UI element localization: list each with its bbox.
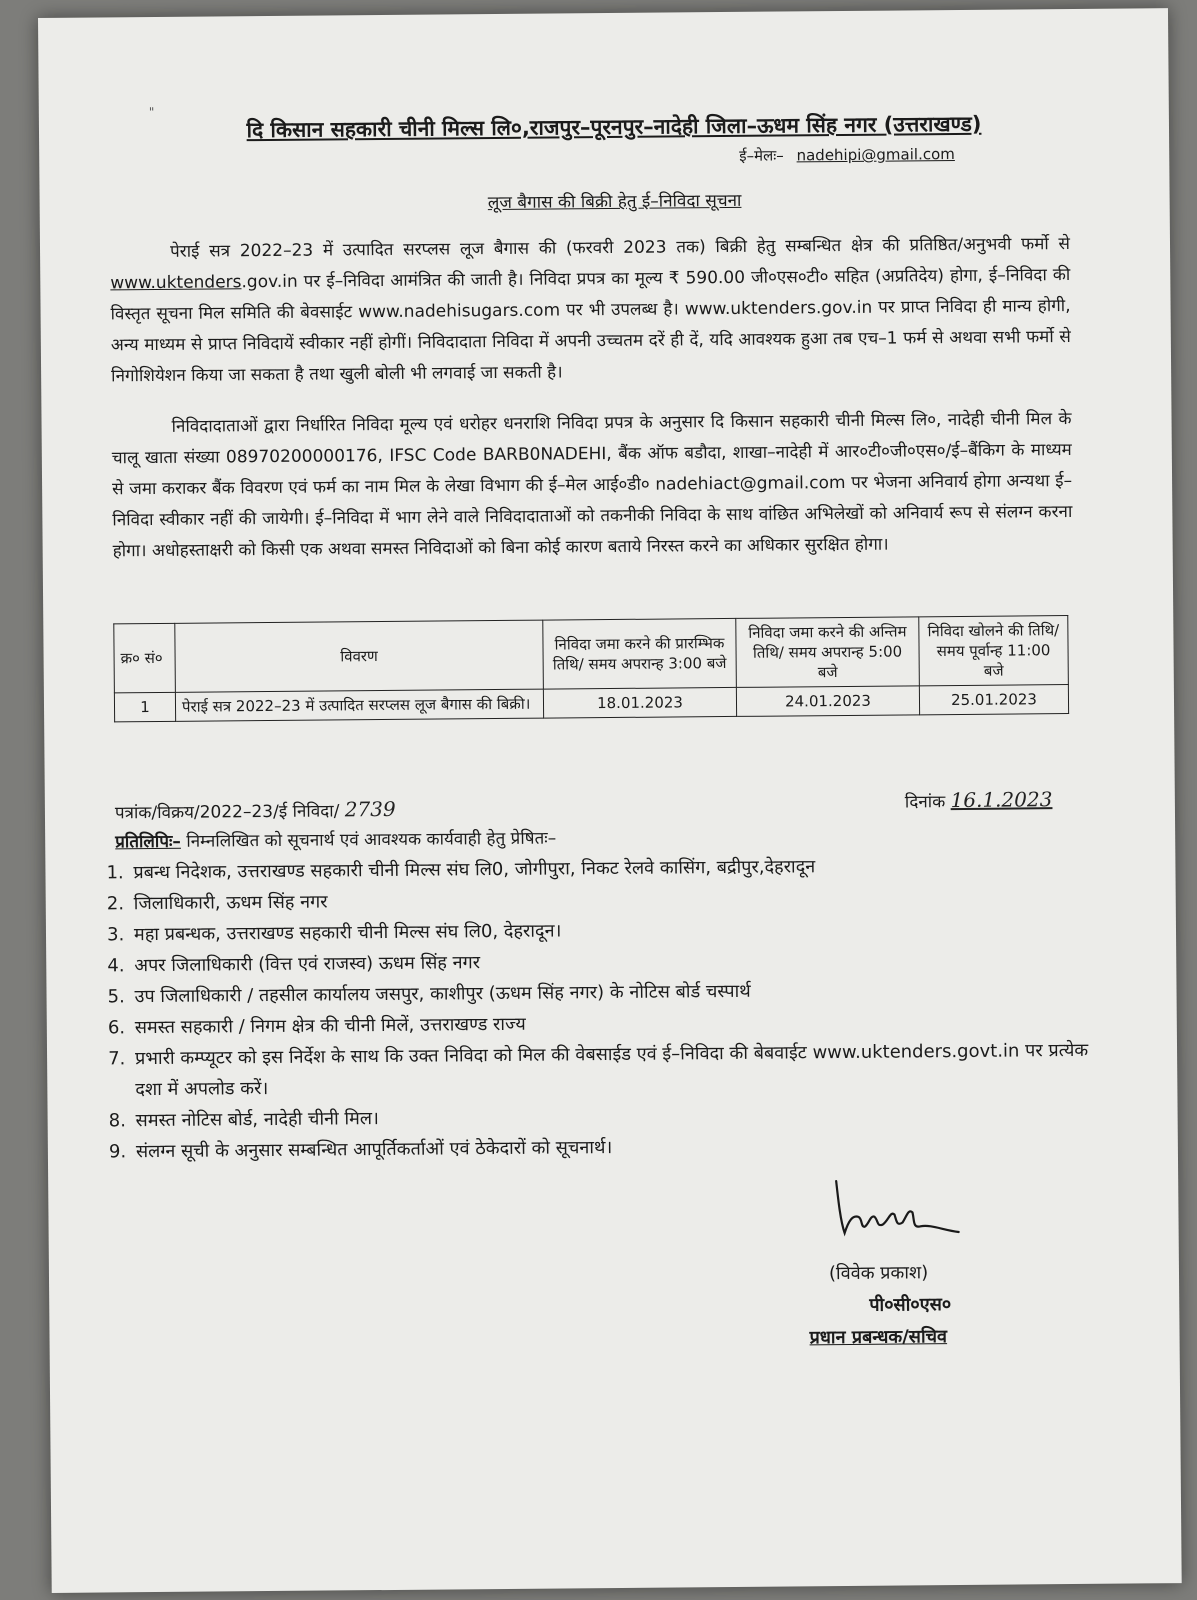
list-item: 6. समस्त सहकारी / निगम क्षेत्र की चीनी मिलें, उत्तराखण्ड राज्य	[131, 1004, 1091, 1043]
cell-open-date: 25.01.2023	[919, 685, 1068, 715]
signature	[808, 1170, 969, 1251]
list-item: 3. महा प्रबन्धक, उत्तराखण्ड सहकारी चीनी मिल्स संघ लि0, देहरादून।	[130, 911, 1090, 950]
header-description: विवरण	[175, 620, 544, 692]
paragraph-2: निविदादाताओं द्वारा निर्धारित निविदा मूल्य एवं धरोहर धनराशि निविदा प्रपत्र के अनुसार दि किसान सहकारी चीनी मिल्स लि०, नादेही चीनी मिल के चालू खाता संख्या 08970200000176, IFSC Code BARB0NADEHI, बैंक ऑफ बडौदा, शाखा–नादेही में आर०टी०जी०एस०/ई–बैंकिग के माध्यम से जमा कराकर बैंक विवरण एवं फर्म का नाम मिल के लेखा विभाग की ई–मेल आई०डी० nadehiact@gmail.com पर भेजना अनिवार्य होगा अन्यथा ई–निविदा स्वीकार नहीं की जायेगी। ई–निविदा में भाग लेने वाले निविदादाताओं को तकनीकी निविदा के साथ वांछित अभिलेखों को अनिवार्य रूप से संलग्न करना होगा। अधोहस्ताक्षरी को किसी एक अथवा समस्त निविदाओं को बिना कोई कारण बताये निरस्त करने का अधिकार सुरक्षित होगा।	[111, 408, 1073, 562]
list-item: 7. प्रभारी कम्प्यूटर को इस निर्देश के साथ कि उक्त निविदा को मिल की वेबसाईड एवं ई–निविदा की बेबवाईट www.uktenders.govt.in पर प्रत्येक दशा में अपलोड करें।	[131, 1035, 1092, 1105]
copy-to-text: निम्नलिखित को सूचनार्थ एवं आवश्यक कार्यवाही हेतु प्रेषितः–	[186, 828, 557, 852]
recipient-list	[101, 849, 1092, 1168]
signatory-designation: प्रधान प्रबन्धक/सचिव	[809, 1326, 948, 1349]
list-item: 1. प्रबन्ध निदेशक, उत्तराखण्ड सहकारी चीनी मिल्स संघ लि0, जोगीपुरा, निकट रेलवे कासिंग, बद्रीपुर,देहरादून	[129, 849, 1089, 888]
paragraph-1-start: पेराई सत्र 2022–23 में उत्पादित सरप्लस लूज बैगास की (फरवरी 2023 तक) बिक्री हेतु सम्बन्धित क्षेत्र की प्रतिष्ठित/अनुभवी फर्मो से	[169, 234, 1071, 262]
reference-number	[115, 797, 396, 823]
stray-mark: "	[148, 104, 155, 120]
list-item: 8. समस्त नोटिस बोर्ड, नादेही चीनी मिल।	[131, 1097, 1091, 1136]
list-item: 2. जिलाधिकारी, ऊधम सिंह नगर	[130, 880, 1090, 919]
header-sno: क्र० सं०	[114, 623, 176, 693]
email-label: ई–मेलः–	[739, 146, 784, 165]
paragraph-1	[110, 229, 1071, 392]
reference-label: पत्रांक/विक्रय/2022–23/ई निविदा/	[114, 801, 340, 824]
email-row	[739, 144, 955, 166]
date-label: दिनांक	[904, 792, 946, 813]
cell-sno: 1	[114, 692, 175, 722]
copy-to-line	[115, 826, 556, 853]
cell-end-date: 24.01.2023	[736, 686, 919, 717]
uktenders-link: www.uktenders	[110, 272, 242, 294]
notice-subject: लूज बैगास की बिक्री हेतु ई–निविदा सूचना	[487, 190, 742, 214]
reference-handwritten-number: 2739	[344, 796, 396, 822]
header-open-date: निविदा खोलने की तिथि/समय पूर्वान्ह 11:00 बजे	[919, 616, 1069, 686]
org-header: दि किसान सहकारी चीनी मिल्स लि०,राजपुर–पूरनपुर–नादेही जिला–ऊधम सिंह नगर (उत्तराखण्ड)	[246, 111, 982, 143]
email-address: nadehipi@gmail.com	[796, 145, 955, 165]
header-start-date: निविदा जमा करने की प्रारम्भिक तिथि/ समय अपरान्ह 3:00 बजे	[543, 618, 737, 689]
header-end-date: निविदा जमा करने की अन्तिम तिथि/ समय अपरान्ह 5:00 बजे	[736, 617, 920, 688]
paragraph-1-rest: .gov.in पर ई–निविदा आमंत्रित की जाती है। निविदा प्रपत्र का मूल्य ₹ 590.00 जी०एस०टी० सहित (अप्रतिदेय) होगा, ई–निविदा की विस्तृत सूचना मिल समिति की बेवसाईट www.nadehisugars.com पर भी उपलब्ध है। www.uktenders.gov.in पर प्राप्त निविदा ही मान्य होगी, अन्य माध्यम से प्राप्त निविदायें स्वीकार नहीं होगीं। निविदादाता निविदा में अपनी उच्चतम दरें ही दें, यदि आवश्यक हुआ तब एच–1 फर्म से अथवा सभी फर्मो से निगोशियेशन किया जा सकता है तथा खुली बोली भी लगवाई जा सकती है।	[110, 265, 1071, 387]
signatory-service: पी०सी०एस०	[869, 1294, 952, 1316]
handwritten-date: 16.1.2023	[950, 787, 1053, 813]
tender-table	[113, 615, 1069, 722]
cell-description: पेराई सत्र 2022–23 में उत्पादित सरप्लस लूज बैगास की बिक्री।	[175, 689, 543, 721]
signatory-name: (विवेक प्रकाश)	[828, 1262, 929, 1285]
copy-to-label: प्रतिलिपिः–	[115, 831, 181, 853]
list-item: 4. अपर जिलाधिकारी (वित्त एवं राजस्व) ऊधम सिंह नगर	[130, 942, 1090, 981]
table-header-row	[114, 616, 1069, 693]
list-item: 5. उप जिलाधिकारी / तहसील कार्यालय जसपुर, काशीपुर (ऊधम सिंह नगर) के नोटिस बोर्ड चस्पार्थ	[130, 973, 1090, 1012]
cell-start-date: 18.01.2023	[543, 687, 736, 718]
document-page	[38, 8, 1182, 1593]
date-row	[905, 787, 1053, 812]
list-item: 9. संलग्न सूची के अनुसार सम्बन्धित आपूर्तिकर्ताओं एवं ठेकेदारों को सूचनार्थ।	[132, 1128, 1092, 1167]
